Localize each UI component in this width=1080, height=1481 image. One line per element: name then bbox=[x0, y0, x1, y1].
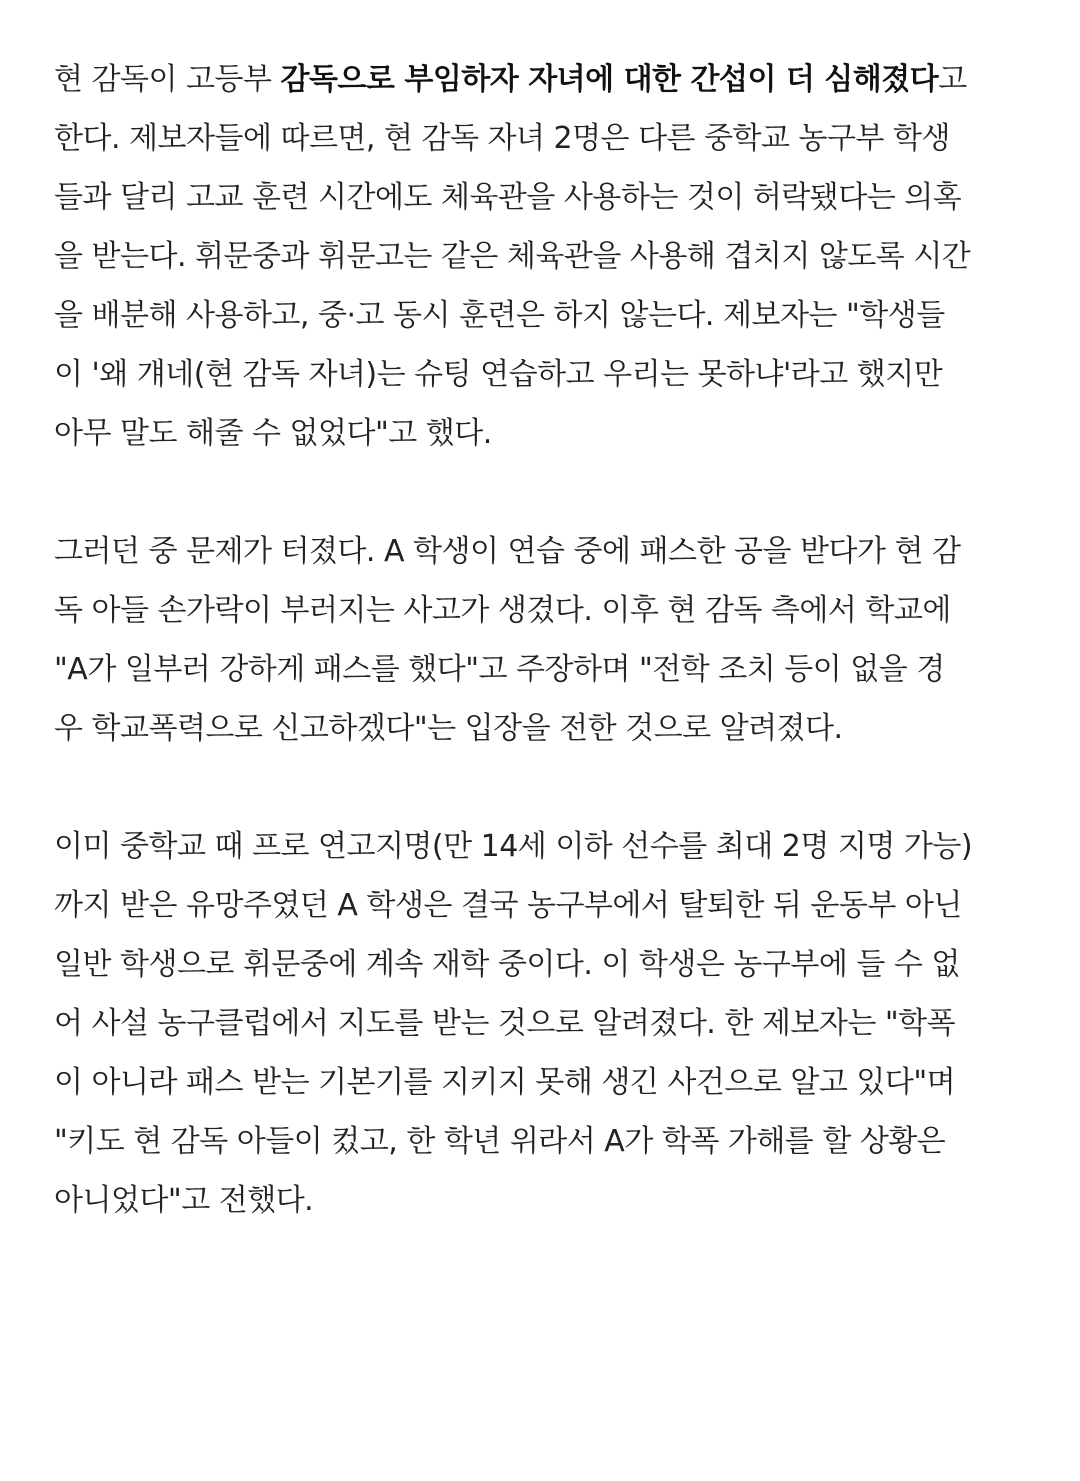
paragraph-spacer bbox=[54, 463, 1054, 522]
text-line: 그러던 중 문제가 터졌다. A 학생이 연습 중에 패스한 공을 받다가 현 감 bbox=[54, 534, 961, 569]
text-line: 일반 학생으로 휘문중에 계속 재학 중이다. 이 학생은 농구부에 들 수 없 bbox=[54, 947, 960, 982]
emphasized-text: 감독으로 부임하자 자녀에 대한 간섭이 더 심해졌다 bbox=[280, 62, 939, 97]
paragraph-3 bbox=[54, 817, 1054, 1230]
text-line: 아무 말도 해줄 수 없었다"고 했다. bbox=[54, 416, 492, 451]
paragraph-2 bbox=[54, 522, 1054, 758]
text-line: "키도 현 감독 아들이 컸고, 한 학년 위라서 A가 학폭 가해를 할 상황은 bbox=[54, 1124, 946, 1159]
text-line: 한다. 제보자들에 따르면, 현 감독 자녀 2명은 다른 중학교 농구부 학생 bbox=[54, 121, 950, 156]
text-line: 어 사설 농구클럽에서 지도를 받는 것으로 알려졌다. 한 제보자는 "학폭 bbox=[54, 1006, 956, 1041]
text-line bbox=[54, 50, 1054, 109]
paragraph-spacer bbox=[54, 758, 1054, 817]
text-line: "A가 일부러 강하게 패스를 했다"고 주장하며 "전학 조치 등이 없을 경 bbox=[54, 652, 945, 687]
text-line: 을 받는다. 휘문중과 휘문고는 같은 체육관을 사용해 겹치지 않도록 시간 bbox=[54, 239, 971, 274]
text-line: 까지 받은 유망주였던 A 학생은 결국 농구부에서 탈퇴한 뒤 운동부 아닌 bbox=[54, 888, 962, 923]
article-body bbox=[54, 50, 1054, 1230]
text-line: 이미 중학교 때 프로 연고지명(만 14세 이하 선수를 최대 2명 지명 가능) bbox=[54, 829, 973, 864]
text-line: 독 아들 손가락이 부러지는 사고가 생겼다. 이후 현 감독 측에서 학교에 bbox=[54, 593, 951, 628]
text-line: 아니었다"고 전했다. bbox=[54, 1183, 314, 1218]
text-line: 우 학교폭력으로 신고하겠다"는 입장을 전한 것으로 알려졌다. bbox=[54, 711, 843, 746]
text-line: 이 아니라 패스 받는 기본기를 지키지 못해 생긴 사건으로 알고 있다"며 bbox=[54, 1065, 956, 1100]
text-line: 이 '왜 걔네(현 감독 자녀)는 슈팅 연습하고 우리는 못하냐'라고 했지만 bbox=[54, 357, 943, 392]
text-line: 을 배분해 사용하고, 중·고 동시 훈련은 하지 않는다. 제보자는 "학생들 bbox=[54, 298, 945, 333]
paragraph-1 bbox=[54, 50, 1054, 463]
text-segment: 고 bbox=[938, 62, 967, 97]
text-line: 들과 달리 고교 훈련 시간에도 체육관을 사용하는 것이 허락됐다는 의혹 bbox=[54, 180, 962, 215]
text-segment: 현 감독이 고등부 bbox=[54, 62, 281, 97]
